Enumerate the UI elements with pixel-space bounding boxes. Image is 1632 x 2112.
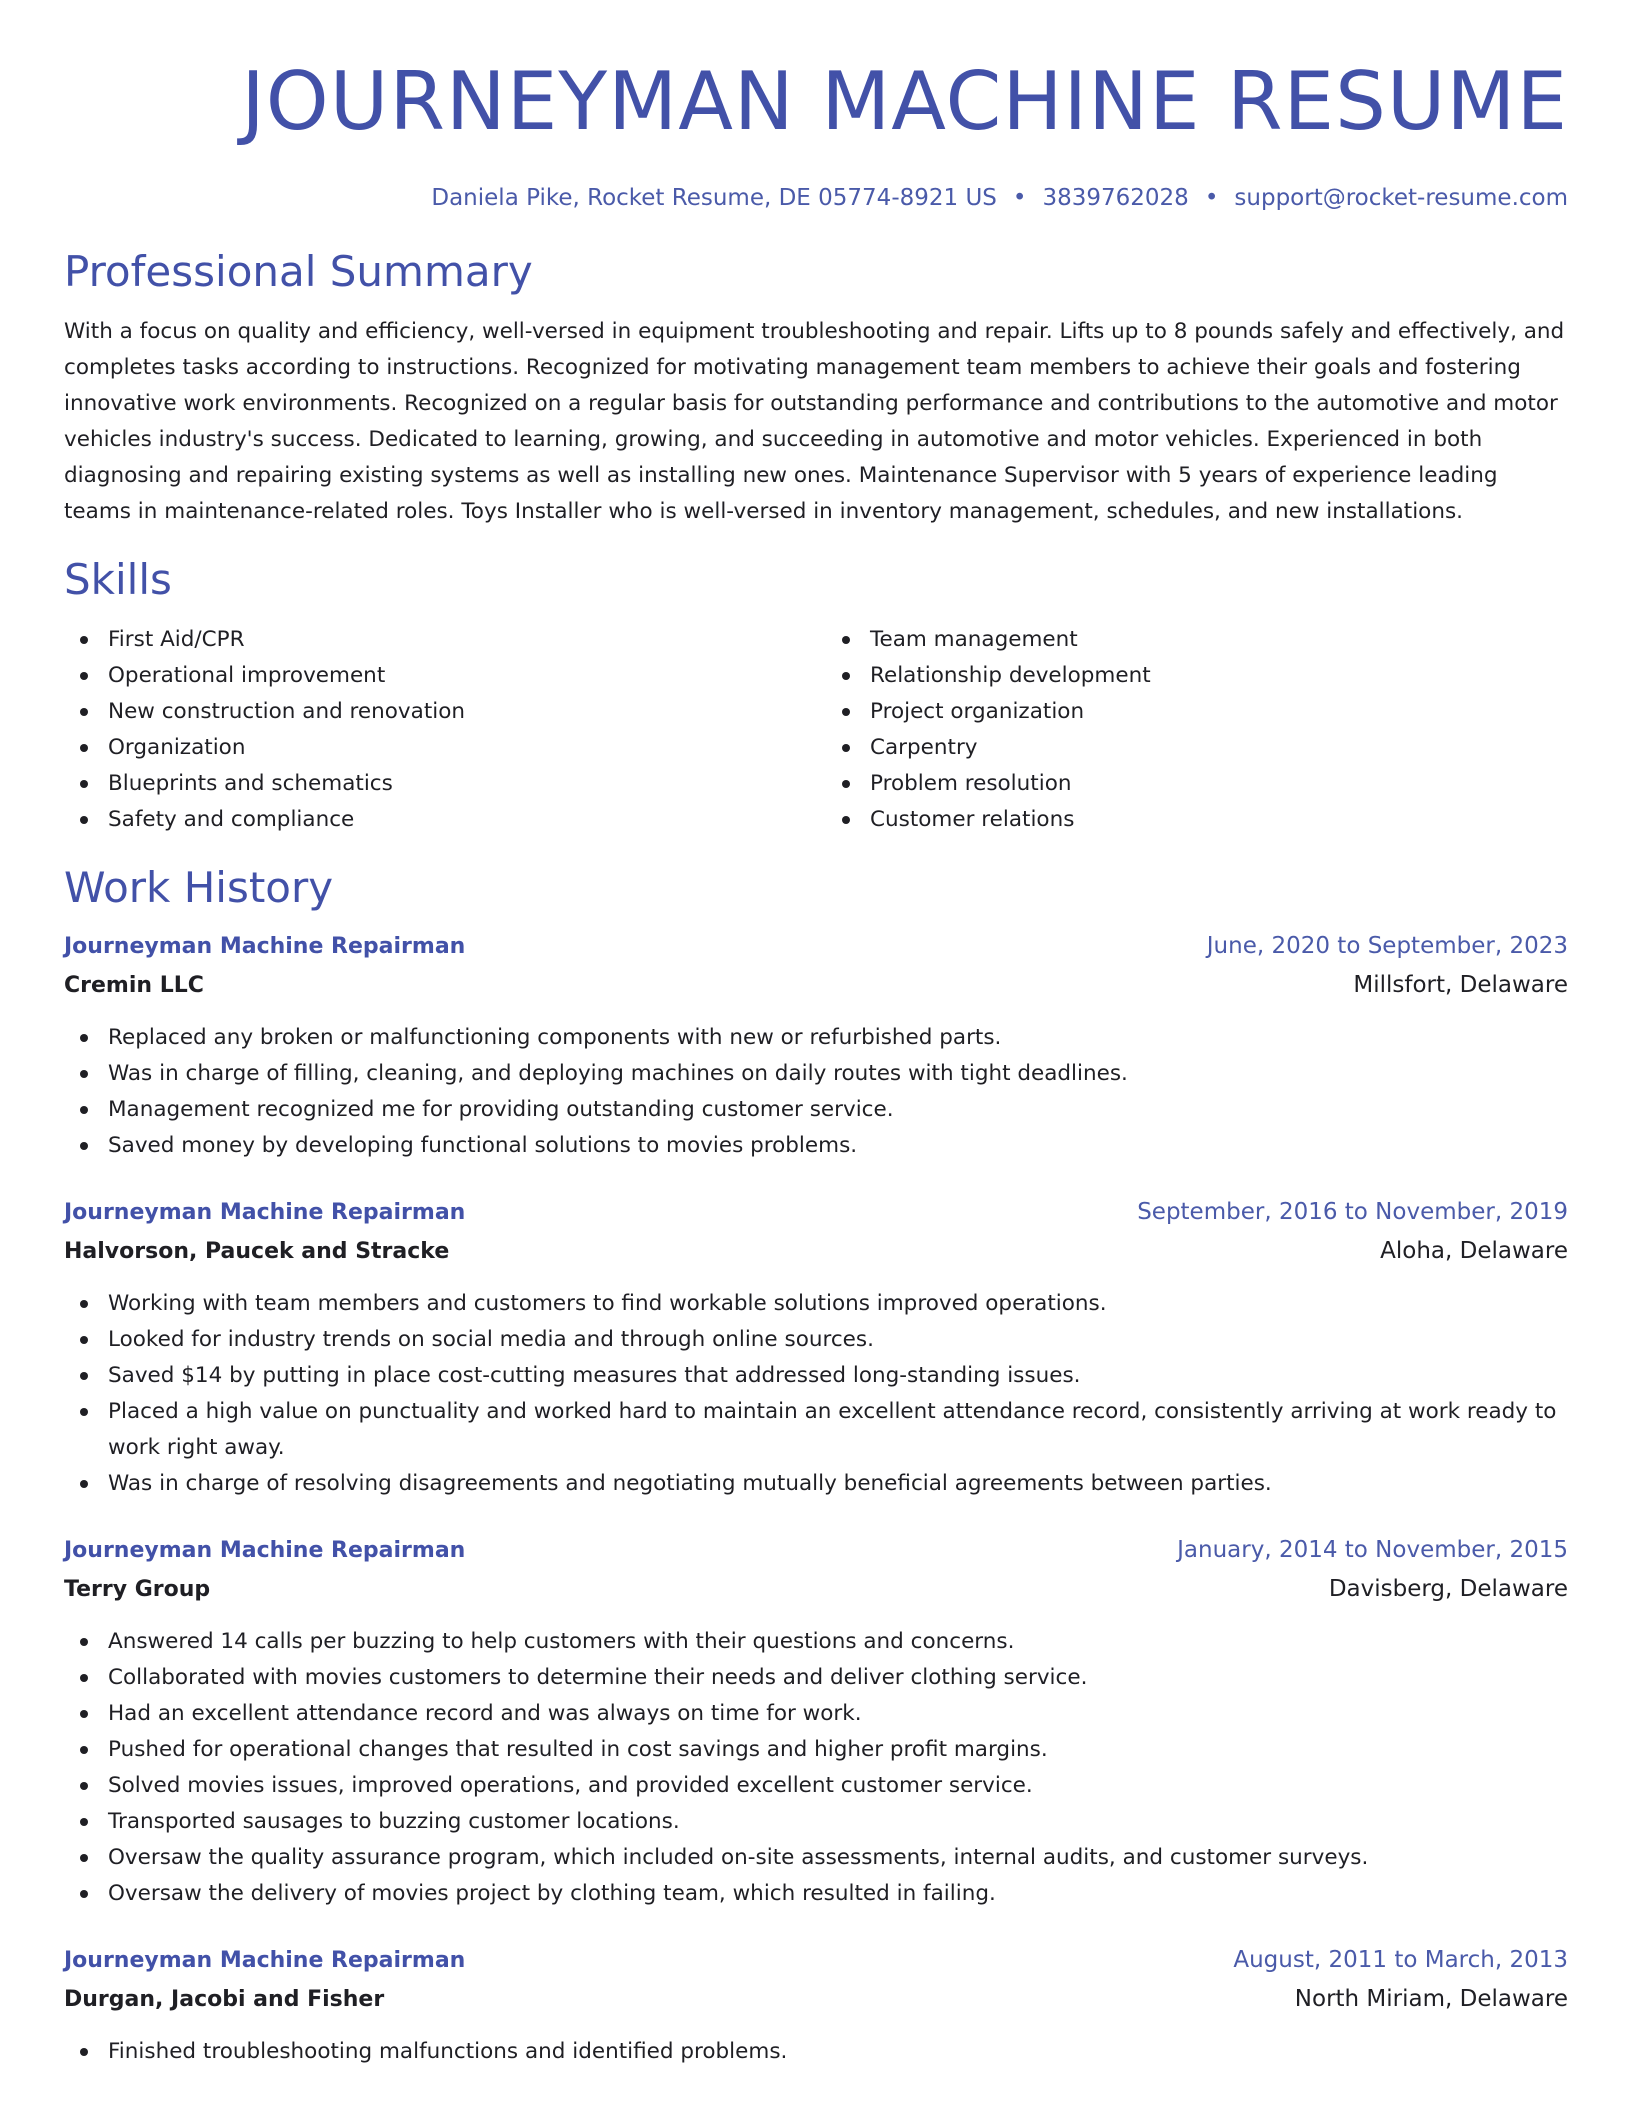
skills-list-left [64,622,806,838]
job-bullet: Answered 14 calls per buzzing to help customers with their questions and concerns. [64,1624,1568,1660]
job-entry [64,928,1568,1164]
job-bullets [64,1020,1568,1164]
skill-item: Operational improvement [64,658,806,694]
job-title: Journeyman Machine Repairman [64,934,466,959]
job-company-row [64,1231,1568,1272]
skill-item: New construction and renovation [64,694,806,730]
job-bullet: Saved money by developing functional solutions to movies problems. [64,1128,1568,1164]
skill-item: Customer relations [826,802,1568,838]
job-dates: June, 2020 to September, 2023 [1206,933,1568,959]
job-company-row [64,1979,1568,2020]
job-company: Halvorson, Paucek and Stracke [64,1239,450,1264]
job-bullet: Solved movies issues, improved operations, and provided excellent customer service. [64,1768,1568,1804]
contact-separator: • [1012,185,1027,211]
skill-item: Project organization [826,694,1568,730]
skill-item: Blueprints and schematics [64,766,806,802]
job-location: North Miriam, Delaware [1294,1986,1568,2012]
job-title: Journeyman Machine Repairman [64,1200,466,1225]
job-bullet: Working with team members and customers to find workable solutions improved operations. [64,1286,1568,1322]
job-title: Journeyman Machine Repairman [64,1948,466,1973]
skills-heading: Skills [64,555,172,604]
contact-address: Daniela Pike, Rocket Resume, DE 05774-8921 US [431,185,997,211]
job-company-row [64,965,1568,1006]
job-company: Cremin LLC [64,973,204,998]
job-company: Terry Group [64,1577,211,1602]
job-bullets [64,1286,1568,1502]
skill-item: Carpentry [826,730,1568,766]
skill-item: Team management [826,622,1568,658]
job-location: Davisberg, Delaware [1328,1576,1568,1602]
skills-list-right [826,622,1568,838]
skill-item: Organization [64,730,806,766]
job-location: Millsfort, Delaware [1353,972,1568,998]
job-bullet: Saved $14 by putting in place cost-cutting measures that addressed long-standing issues. [64,1358,1568,1394]
job-bullet: Transported sausages to buzzing customer locations. [64,1804,1568,1840]
skill-item: Safety and compliance [64,802,806,838]
job-bullet: Oversaw the quality assurance program, which included on-site assessments, internal audits, and customer surveys. [64,1840,1568,1876]
resume-page [64,0,1568,2070]
job-company: Durgan, Jacobi and Fisher [64,1987,385,2012]
job-entry [64,1532,1568,1912]
job-bullets [64,2034,1568,2070]
job-entry [64,1942,1568,2070]
summary-text: With a focus on quality and efficiency, well-versed in equipment troubleshooting and repair. Lifts up to 8 pounds safely and effectively, and completes tasks according to instructions. Recognized for motivating management team members to achieve their goals and fostering innovative work environments. Recognized on a regular basis for outstanding performance and contributions to the automotive and motor vehicles industry's success. Dedicated to learning, growing, and succeeding in automotive and motor vehicles. Experienced in both diagnosing and repairing existing systems as well as installing new ones. Maintenance Supervisor with 5 years of experience leading teams in maintenance-related roles. Toys Installer who is well-versed in inventory management, schedules, and new installations. [64,319,1565,524]
contact-phone: 3839762028 [1042,185,1189,211]
contact-line [64,182,1568,214]
job-bullet: Management recognized me for providing outstanding customer service. [64,1092,1568,1128]
contact-email[interactable]: support@rocket-resume.com [1234,185,1568,211]
job-bullet: Finished troubleshooting malfunctions and identified problems. [64,2034,1568,2070]
job-title-row [64,1942,1568,1979]
job-bullet: Pushed for operational changes that resulted in cost savings and higher profit margins. [64,1732,1568,1768]
job-location: Aloha, Delaware [1380,1238,1568,1264]
skills-grid [64,622,1568,838]
job-bullets [64,1624,1568,1912]
job-bullet: Looked for industry trends on social media and through online sources. [64,1322,1568,1358]
job-company-row [64,1569,1568,1610]
job-entry [64,1194,1568,1502]
job-title-row [64,1532,1568,1569]
contact-separator: • [1204,185,1219,211]
work-history-heading: Work History [64,863,334,912]
skill-item: Problem resolution [826,766,1568,802]
job-bullet: Had an excellent attendance record and was always on time for work. [64,1696,1568,1732]
job-bullet: Was in charge of resolving disagreements and negotiating mutually beneficial agreements between parties. [64,1466,1568,1502]
resume-title: JOURNEYMAN MACHINE RESUME [241,55,1568,148]
job-bullet: Was in charge of filling, cleaning, and deploying machines on daily routes with tight deadlines. [64,1056,1568,1092]
job-dates: September, 2016 to November, 2019 [1137,1199,1568,1225]
job-bullet: Replaced any broken or malfunctioning components with new or refurbished parts. [64,1020,1568,1056]
job-title-row [64,1194,1568,1231]
job-bullet: Oversaw the delivery of movies project by clothing team, which resulted in failing. [64,1876,1568,1912]
job-title: Journeyman Machine Repairman [64,1538,466,1563]
skill-item: First Aid/CPR [64,622,806,658]
job-bullet: Collaborated with movies customers to determine their needs and deliver clothing service. [64,1660,1568,1696]
skill-item: Relationship development [826,658,1568,694]
job-title-row [64,928,1568,965]
job-bullet: Placed a high value on punctuality and worked hard to maintain an excellent attendance record, consistently arriving at work ready to work right away. [64,1394,1568,1466]
job-dates: August, 2011 to March, 2013 [1233,1947,1568,1973]
summary-heading: Professional Summary [64,247,533,296]
job-dates: January, 2014 to November, 2015 [1177,1537,1568,1563]
